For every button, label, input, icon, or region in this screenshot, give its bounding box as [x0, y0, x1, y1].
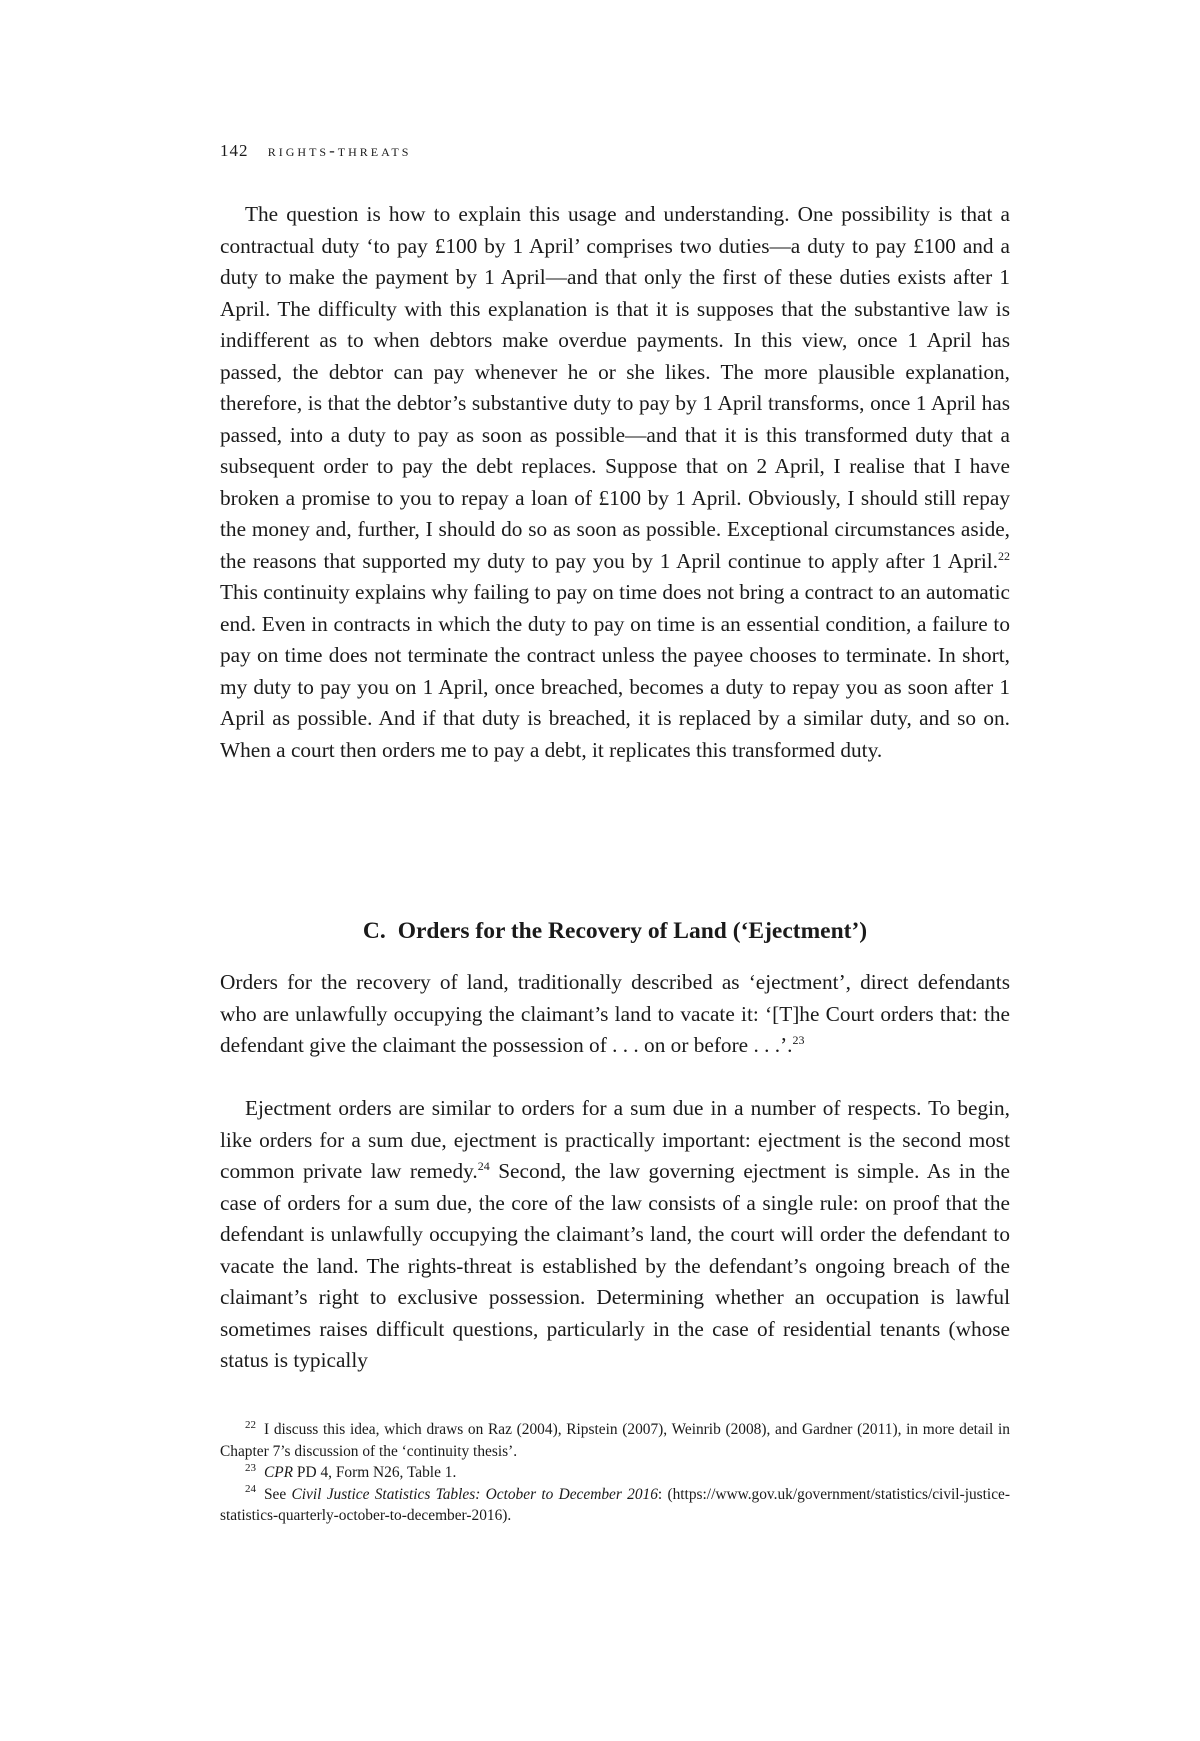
body-paragraph-1: [220, 199, 1010, 766]
paragraph-text: Ejectment orders are similar to orders for a sum due in a number of respects. To begin, like orders for a sum due, ejectment is practically important: ejectment is the second most common private law remedy.: [220, 1096, 1010, 1183]
body-paragraph-2: [220, 967, 1010, 1062]
footnote-ref-23[interactable]: 23: [792, 1032, 805, 1047]
footnote-22: [220, 1419, 1010, 1462]
footnote-ref-24[interactable]: 24: [477, 1158, 490, 1173]
section-number: C.: [362, 917, 386, 944]
footnote-text: See: [264, 1485, 292, 1503]
paragraph-text: This continuity explains why failing to pay on time does not bring a contract to an automatic end. Even in contracts in which the duty to pay on time is an essential condition, a failure to pay on time does not terminate the contract unless the payee chooses to terminate. In short, my duty to pay you on 1 April, once breached, becomes a duty to repay you as soon after 1 April as possible. And if that duty is breached, it is replaced by a similar duty, and so on. When a court then orders me to pay a debt, it replicates this transformed duty.: [220, 580, 1010, 762]
footnote-ref-22[interactable]: 22: [998, 548, 1010, 563]
section-heading: [220, 918, 1010, 945]
footnote-italic-text: CPR: [264, 1464, 294, 1481]
page-number: 142: [220, 141, 249, 160]
footnote-italic-text: Civil Justice Statistics Tables: October to December 2016: [291, 1485, 658, 1503]
paragraph-text: The question is how to explain this usage and understanding. One possibility is that a contractual duty ‘to pay £100 by 1 April’ comprises two duties—a duty to pay £100 and a duty to make the payment by 1 April—and that only the first of these duties exists after 1 April. The difficulty with this explanation is that it is supposes that the substantive law is indifferent as to when debtors make overdue payments. In this view, once 1 April has passed, the debtor can pay whenever he or she likes. The more plausible explanation, therefore, is that the debtor’s substantive duty to pay by 1 April transforms, once 1 April has passed, into a duty to pay as soon as possible—and that it is this transformed duty that a subsequent order to pay the debt replaces. Suppose that on 2 April, I realise that I have broken a promise to you to repay a loan of £100 by 1 April. Obviously, I should still repay the money and, further, I should do so as soon as possible. Exceptional circumstances aside, the reasons that supported my duty to pay you by 1 April continue to apply after 1 April.: [220, 202, 1010, 573]
paragraph-text: Second, the law governing ejectment is simple. As in the case of orders for a sum due, the core of the law consists of a single rule: on proof that the defendant is unlawfully occupying the claimant’s land, the court will order the defendant to vacate the land. The rights-threat is established by the defendant’s ongoing breach of the claimant’s right to exclusive possession. Determining whether an occupation is lawful sometimes raises difficult questions, particularly in the case of residential tenants (whose status is typically: [220, 1159, 1010, 1372]
body-paragraph-3: [220, 1093, 1010, 1377]
footnote-text: PD 4, Form N26, Table 1.: [293, 1464, 457, 1481]
section-title: Orders for the Recovery of Land (‘Ejectment’): [397, 917, 868, 944]
footnotes: [220, 1419, 1010, 1527]
running-head: [220, 141, 411, 161]
running-title: rights-threats: [267, 141, 412, 160]
footnote-link-text[interactable]: : (https://www.gov.uk/government/statistics/civil-justice-statistics-quarterly-october-to-december-2016).: [220, 1485, 1010, 1524]
footnote-23: [220, 1462, 1010, 1484]
footnote-number: 22: [245, 1418, 256, 1431]
footnote-number: 24: [245, 1483, 256, 1496]
footnote-number: 23: [245, 1461, 256, 1474]
footnote-text: I discuss this idea, which draws on Raz (2004), Ripstein (2007), Weinrib (2008), and Gardner (2011), in more detail in Chapter 7’s discussion of the ‘continuity thesis’.: [220, 1421, 1010, 1460]
footnote-24: [220, 1484, 1010, 1527]
paragraph-text: Orders for the recovery of land, traditionally described as ‘ejectment’, direct defendants who are unlawfully occupying the claimant’s land to vacate it: ‘[T]he Court orders that: the defendant give the claimant the possession of . . . on or before . . .’.: [220, 970, 1010, 1057]
